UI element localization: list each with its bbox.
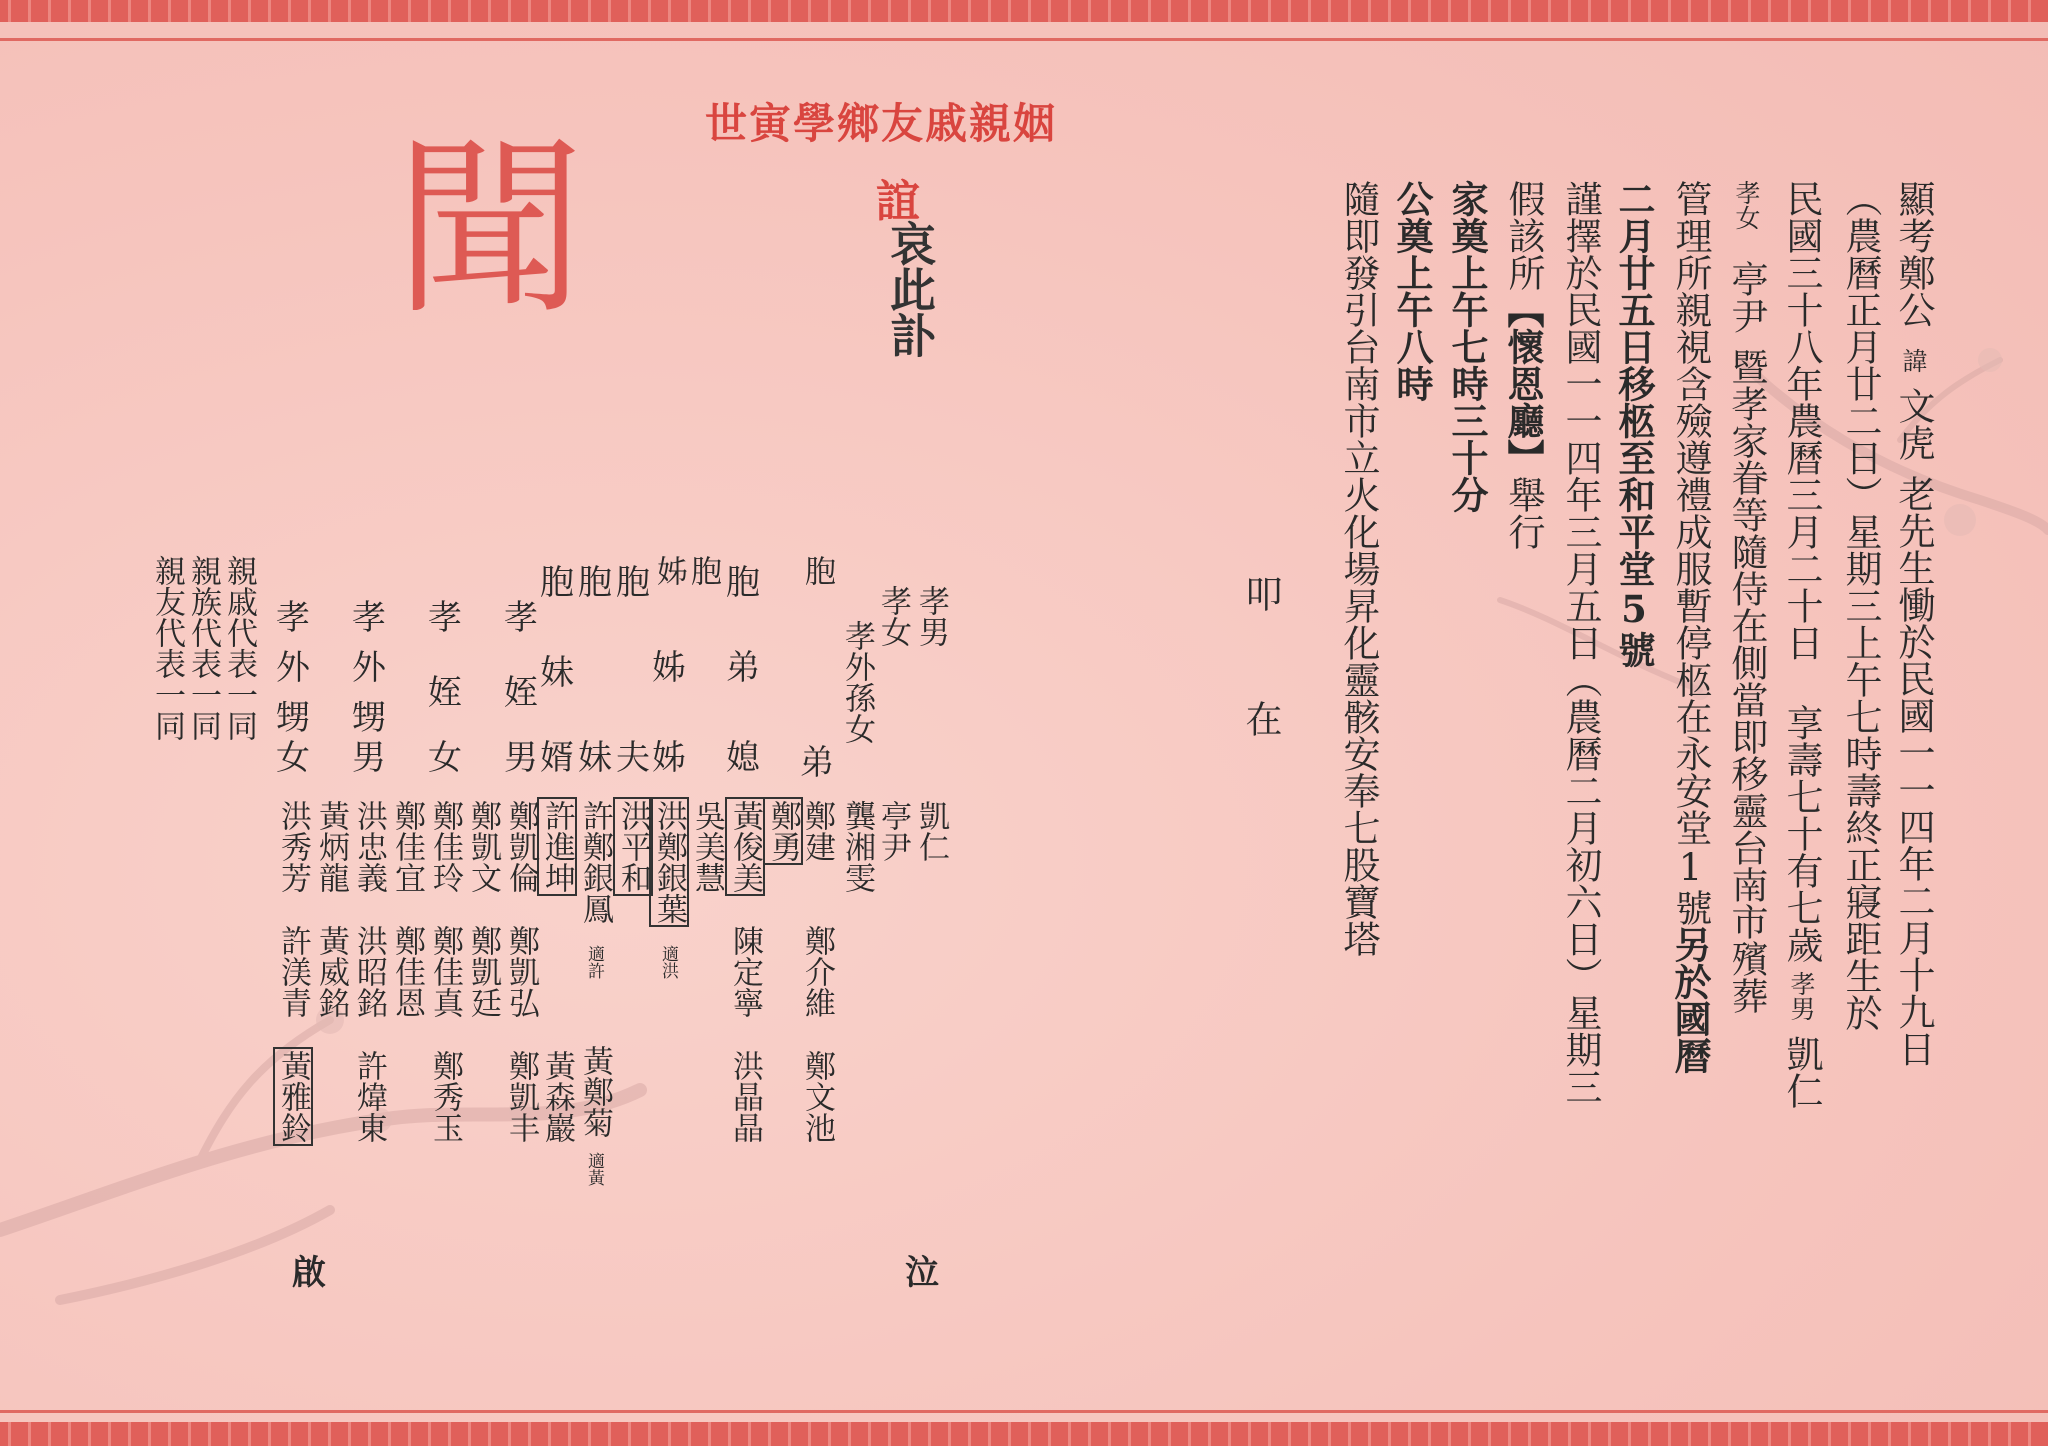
name-niece-2: 鄭佳真: [427, 925, 463, 1018]
announce-col-5: [1670, 180, 1710, 1074]
name-grandson: 龔湘雯: [839, 800, 875, 893]
note-ysister-2: 適黃: [584, 1152, 604, 1186]
label-gsd-1: 孝: [276, 598, 310, 638]
name-gsn-3: 許煒東: [351, 1050, 387, 1143]
label-grandson: 孝外孫女: [839, 620, 875, 744]
label-gsn-3: 甥: [352, 698, 386, 738]
yi-character: 誼: [876, 176, 920, 227]
name-sister: 洪鄭銀葉: [651, 800, 687, 924]
label-rep-2: 親族代表一同: [185, 555, 221, 741]
name-sil-2: 黃俊美: [727, 800, 763, 893]
label-rep-1: 親戚代表一同: [221, 555, 257, 741]
announce-col-7: 謹擇於民國一一四年三月五日（農曆二月初六日）星期三: [1559, 180, 1602, 1105]
son-label: 孝男: [1787, 971, 1816, 1021]
name-gsn-1: 洪忠義: [351, 800, 387, 893]
label-gsn-1: 孝: [352, 598, 386, 638]
label-bil-1: 胞: [616, 563, 650, 603]
label-ysil-3: 婿: [540, 738, 574, 778]
label-sil-3: 媳: [726, 738, 760, 778]
announce-col-6: 二月廿五日移柩至和平堂5號: [1612, 180, 1656, 668]
family-text: 暨孝家眷等隨侍在側當即移靈台南市殯葬: [1725, 348, 1768, 1014]
label-son: 孝男: [913, 585, 949, 647]
venue-prefix: 假該所: [1502, 180, 1545, 291]
name-gsn-2: 洪昭銘: [351, 925, 387, 1018]
label-rep-3: 親友代表一同: [149, 555, 185, 741]
name-brother-3: 鄭文池: [799, 1050, 835, 1143]
name-ysil-2: 黃森巖: [539, 1050, 575, 1143]
qi2-character: 啟: [292, 1253, 326, 1293]
deceased-title: 顯考鄭公: [1892, 180, 1935, 328]
announce-col-3: [1781, 180, 1821, 1109]
wen-character: 聞: [395, 119, 586, 340]
daughter-name: 亭尹: [1725, 260, 1768, 334]
deceased-name: 文虎: [1892, 387, 1935, 461]
name-ysister-2: 黃鄭菊: [577, 1045, 613, 1138]
daughter-label: 孝女: [1732, 180, 1761, 230]
label-ysil-2: 妹: [540, 653, 574, 693]
venue-hall: 【懷恩廳】: [1501, 291, 1545, 476]
label-bil-2: 夫: [616, 738, 650, 778]
announce-col-1: [1893, 180, 1933, 1067]
label-gsd-3: 甥: [276, 698, 310, 738]
birth-age-text: 民國三十八年農曆三月二十日 享壽七十有七歲: [1780, 180, 1823, 963]
name-rep-2: 許渼青: [275, 925, 311, 1018]
name-ysister-1: 許鄭銀鳳: [577, 800, 613, 924]
label-sil-2: 弟: [726, 648, 760, 688]
announce-col-8: [1503, 180, 1543, 550]
zai-character: 在: [1239, 700, 1282, 737]
label-sister-2: 姊: [652, 648, 686, 688]
name-ysil-1: 許進坤: [539, 800, 575, 893]
death-date: 老先生慟於民國一一四年二月十九日: [1892, 475, 1935, 1067]
venue-suffix: 舉行: [1502, 476, 1545, 550]
label-brother-2: 弟: [800, 743, 834, 783]
family-rite-time: 家奠上午七時三十分: [1445, 180, 1489, 513]
son-name: 凱仁: [1780, 1035, 1823, 1109]
announce-col-2: （農曆正月廿二日）星期三上午七時壽終正寢距生於: [1839, 180, 1882, 1031]
name-nephew-2: 鄭凱弘: [503, 925, 539, 1018]
label-niece-3: 女: [428, 738, 462, 778]
name-sil-5: 洪晶晶: [727, 1050, 763, 1143]
name-son: 凱仁: [913, 800, 949, 862]
name-nephew-4: 鄭凱文: [465, 800, 501, 893]
note-sister: 適洪: [658, 945, 678, 979]
mortuary-text: 管理所親視含殮遵禮成服暫停柩在永安堂1號: [1669, 180, 1712, 926]
name-gsd-3: 黃雅鈴: [275, 1050, 311, 1143]
label-sister-col: 胞 姊: [651, 555, 721, 586]
label-ysister-1: 胞: [578, 563, 612, 603]
name-sil-1: 鄭勇: [765, 800, 801, 862]
name-daughter: 亭尹: [875, 800, 911, 862]
label-gsd-2: 外: [276, 648, 310, 688]
procession-text: 隨即發引台南市立火化場昇化靈骸安奉七股寶塔: [1337, 180, 1380, 957]
name-gsd-1: 黃炳龍: [313, 800, 349, 893]
label-niece-1: 孝: [428, 598, 462, 638]
name-niece-1: 鄭佳玲: [427, 800, 463, 893]
label-brother: 胞: [799, 555, 835, 586]
label-nephew-1: 孝: [504, 598, 538, 638]
name-sil-3: 吳美慧: [689, 800, 725, 893]
note-ysister-1: 適許: [584, 945, 604, 979]
name-niece-3: 鄭秀玉: [427, 1050, 463, 1143]
qi-character: 泣: [905, 1253, 939, 1293]
public-rite-time: 公奠上午八時: [1390, 180, 1434, 402]
label-sister-3: 姊: [652, 738, 686, 778]
name-brother-1: 鄭建: [799, 800, 835, 862]
name-rep-1: 洪秀芳: [275, 800, 311, 893]
label-ysil-1: 胞: [540, 563, 574, 603]
label-gsd-4: 女: [276, 738, 310, 778]
label-gsn-2: 外: [352, 648, 386, 688]
name-bil: 洪平和: [615, 800, 651, 893]
label-daughter: 孝女: [875, 585, 911, 647]
name-nephew-5: 鄭凱廷: [465, 925, 501, 1018]
name-brother-2: 鄭介維: [799, 925, 835, 1018]
hui-label: 諱: [1899, 348, 1928, 373]
label-niece-2: 姪: [428, 673, 462, 713]
name-nephew-3: 鄭凱丰: [503, 1050, 539, 1143]
name-gsd-2: 黃威銘: [313, 925, 349, 1018]
label-nephew-3: 男: [504, 738, 538, 778]
label-nephew-2: 姪: [504, 673, 538, 713]
kou-character: 叩: [1239, 575, 1282, 612]
label-gsn-4: 男: [352, 738, 386, 778]
name-sil-4: 陳定寧: [727, 925, 763, 1018]
name-niece-4: 鄭佳宜: [389, 800, 425, 893]
name-niece-5: 鄭佳恩: [389, 925, 425, 1018]
label-ysister-2: 妹: [578, 738, 612, 778]
relation-header: 世寅學鄉友戚親姻: [705, 99, 1058, 148]
announce-col-4: [1726, 180, 1766, 1014]
gregorian-label: 另於國曆: [1668, 926, 1712, 1074]
name-nephew-1: 鄭凱倫: [503, 800, 539, 893]
label-sil-1: 胞: [726, 563, 760, 603]
ai-ci-fu: 哀此訃: [883, 220, 937, 358]
